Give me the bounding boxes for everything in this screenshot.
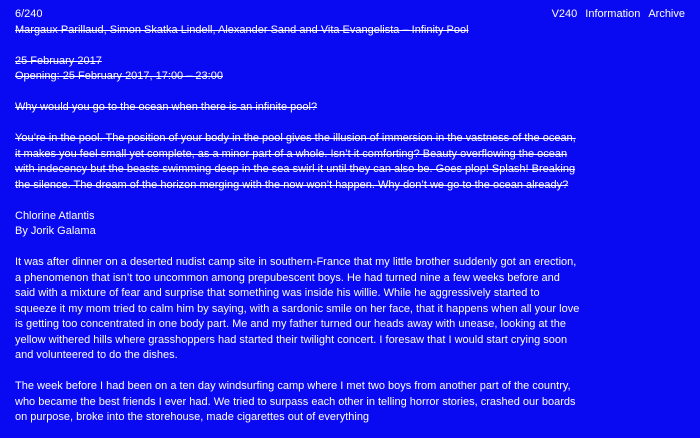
exhibition-date: 25 February 2017 xyxy=(15,54,102,67)
main-content xyxy=(15,7,585,426)
nav-link-information[interactable]: Information xyxy=(585,8,641,20)
text-byline: By Jorik Galama xyxy=(15,225,96,237)
text-paragraph-1: It was after dinner on a deserted nudist camp site in southern-France that my little brother suddenly got an erection, a phenomenon that isn’t too uncommon among prepubescent boys. He had turned nine a few weeks before and said with a mixture of fear and surprise that something was inside his willie. While he aggressively started to squeeze it my mom tried to calm him by saying, with a sardonic smile on her face, that it happens when all your love is getting too concentrated in one body part. Me and my father turned our heads away with unease, looking at the yellow withered hills where grasshoppers had started their twilight concert. I foresaw that I would start crying soon and volunteered to do the dishes. xyxy=(15,256,580,361)
opening-time: Opening: 25 February 2017, 17:00 – 23:00 xyxy=(15,70,223,82)
exhibition-title: Margaux Parillaud, Simon Skatka Lindell, Alexander Sand and Vita Evangelista – Infinity Pool xyxy=(15,23,469,36)
text-paragraph-2: The week before I had been on a ten day windsurfing camp where I met two boys from another part of the country, who became the best friends I ever had. We tried to surpass each other in telling horror stories, crashed our boards on purpose, broke into the storehouse, made cigarettes out of everything xyxy=(15,380,576,423)
intro-question: Why would you go to the ocean when there is an infinite pool? xyxy=(15,101,318,113)
exhibition-index: 6/240 xyxy=(15,8,43,20)
text-title: Chlorine Atlantis xyxy=(15,209,95,222)
nav-link-v240[interactable]: V240 xyxy=(551,8,578,20)
intro-paragraph: You’re in the pool. The position of your body in the pool gives the illusion of immersion in the vastness of the ocean, it makes you feel small yet complete, as a minor part of a whole. Isn’t it comforting? Beauty overflowing the ocean with indecency but the beasts swimming deep in the sea swirl it until they can also be. Goes plop! Splash! Breaking the silence. The dream of the horizon merging with the now won’t happen. Why don’t we go to the ocean already? xyxy=(15,132,576,191)
nav-link-archive[interactable]: Archive xyxy=(648,8,685,20)
